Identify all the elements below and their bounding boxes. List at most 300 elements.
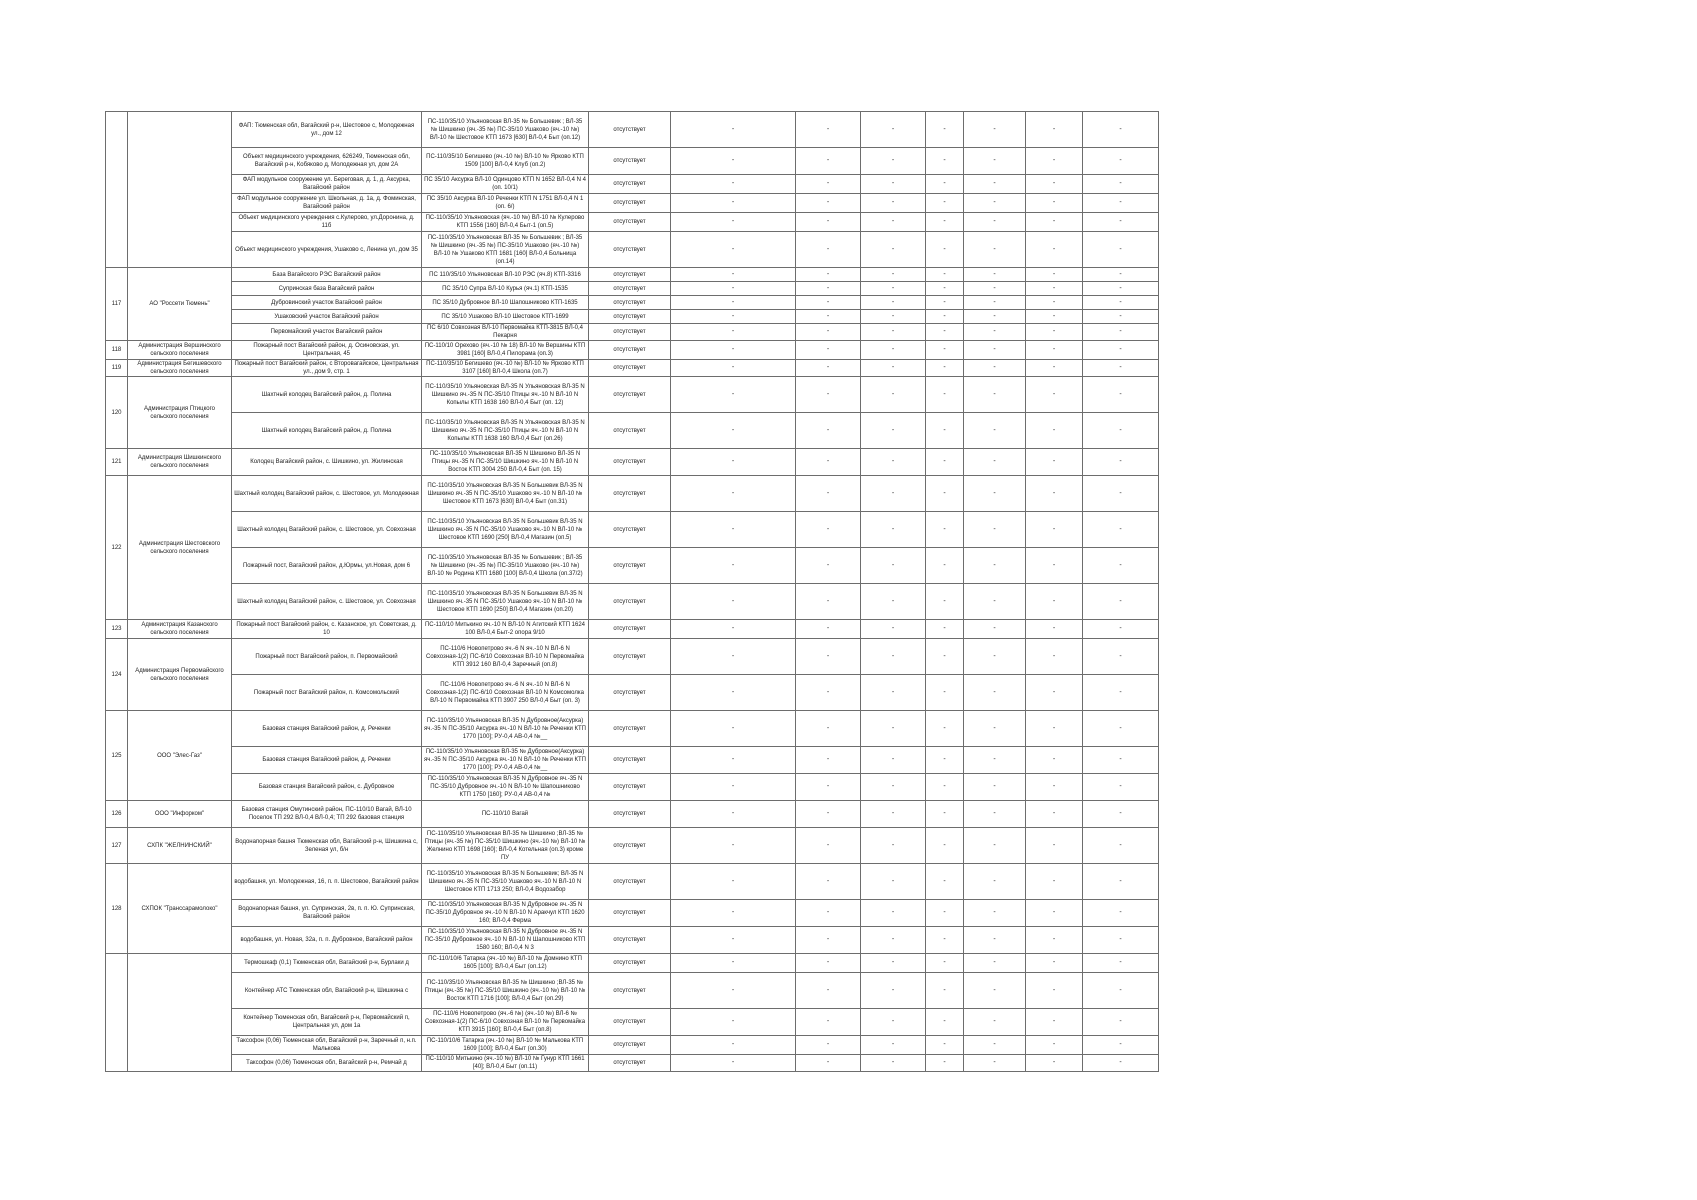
row-number: 128 (106, 864, 128, 954)
status-cell: отсутствует (589, 900, 671, 927)
row-number: 125 (106, 711, 128, 801)
empty-value-cell: - (1083, 413, 1159, 449)
power-source: ПС-110/35/10 Ульяновская ВЛ-35 N Большевик ВЛ-35 N Шишкино яч.-35 N ПС-35/10 Ушаково яч.-10 N ВЛ-10 № Шестовое КТП 1690 [250] ВЛ-0,4 Магазин (оп.20) (422, 584, 589, 620)
empty-value-cell: - (926, 377, 964, 413)
empty-value-cell: - (671, 747, 796, 774)
empty-value-cell: - (796, 360, 861, 377)
status-cell: отсутствует (589, 584, 671, 620)
empty-value-cell: - (926, 711, 964, 747)
empty-value-cell: - (964, 1036, 1026, 1055)
empty-value-cell: - (671, 377, 796, 413)
status-cell: отсутствует (589, 927, 671, 954)
empty-value-cell: - (926, 296, 964, 310)
empty-value-cell: - (964, 413, 1026, 449)
empty-value-cell: - (671, 801, 796, 828)
object-description: Контейнер Тюменская обл, Вагайский р-н, Первомайский п, Центральная ул, дом 1а (232, 1009, 422, 1036)
status-cell: отсутствует (589, 324, 671, 341)
empty-value-cell: - (1083, 360, 1159, 377)
power-source: ПС-110/35/10 Ульяновская ВЛ-35 N Дубровное(Аксурка) яч.-35 N ПС-35/10 Аксурка яч.-10 N ВЛ-10 № Реченки КТП 1770 [100]; РУ-0,4 АВ-0,4 №__ (422, 711, 589, 747)
organization-name: Администрация Вершинского сельского поселения (128, 341, 232, 360)
object-description: Пожарный пост Вагайский район, с Второвагайское, Центральная ул., дом 9, стр. 1 (232, 360, 422, 377)
empty-value-cell: - (1026, 828, 1083, 864)
table-row (106, 413, 1159, 449)
empty-value-cell: - (796, 675, 861, 711)
power-source: ПС-110/35/10 Ульяновская (яч.-10 №) ВЛ-10 № Кулерово КТП 1556 [160] ВЛ-0,4 Быт-1 (оп.5) (422, 213, 589, 232)
status-cell: отсутствует (589, 828, 671, 864)
empty-value-cell: - (926, 584, 964, 620)
table-row (106, 324, 1159, 341)
object-description: Дубровинский участок Вагайский район (232, 296, 422, 310)
empty-value-cell: - (1083, 148, 1159, 175)
status-cell: отсутствует (589, 1036, 671, 1055)
empty-value-cell: - (1083, 268, 1159, 282)
empty-value-cell: - (964, 175, 1026, 194)
empty-value-cell: - (1026, 1055, 1083, 1072)
object-description: Пожарный пост Вагайский район, п. Комсомольский (232, 675, 422, 711)
empty-value-cell: - (1083, 1036, 1159, 1055)
power-source: ПС-110/35/10 Ульяновская ВЛ-35 № Дубровное(Аксурка) яч.-35 N ПС-35/10 Аксурка яч.-10 N ВЛ-10 № Реченки КТП 1770 [100]; РУ-0,4 АВ-0,4 №__ (422, 747, 589, 774)
empty-value-cell: - (671, 413, 796, 449)
empty-value-cell: - (861, 828, 926, 864)
organization-name: АО "Россети Тюмень" (128, 268, 232, 341)
table-row (106, 548, 1159, 584)
empty-value-cell: - (1083, 900, 1159, 927)
status-cell: отсутствует (589, 268, 671, 282)
empty-value-cell: - (1083, 620, 1159, 639)
power-source: ПС 35/10 Ушаково ВЛ-10 Шестовое КТП-1699 (422, 310, 589, 324)
empty-value-cell: - (926, 954, 964, 973)
object-description: Пожарный пост Вагайский район, д. Осиновская, ул. Центральная, 45 (232, 341, 422, 360)
table-row (106, 747, 1159, 774)
power-source: ПС-110/35/10 Ульяновская ВЛ-35 N Большевик ВЛ-35 N Шишкино яч.-35 N ПС-35/10 Ушаково яч.-10 N ВЛ-10 № Шестовое КТП 1690 [250] ВЛ-0,4 Магазин (оп.5) (422, 512, 589, 548)
empty-value-cell: - (671, 282, 796, 296)
organization-name: Администрация Шишкинского сельского поселения (128, 449, 232, 476)
table-row (106, 232, 1159, 268)
empty-value-cell: - (1083, 175, 1159, 194)
empty-value-cell: - (926, 268, 964, 282)
empty-value-cell: - (796, 620, 861, 639)
empty-value-cell: - (671, 512, 796, 548)
empty-value-cell: - (796, 973, 861, 1009)
empty-value-cell: - (1026, 296, 1083, 310)
object-description: Объект медицинского учреждения, Ушаково с, Ленина ул, дом 35 (232, 232, 422, 268)
object-description: ФАП модульное сооружение ул. Школьная, д. 1а, д. Фоминская, Вагайский район (232, 194, 422, 213)
organization-name (128, 954, 232, 1072)
object-description: Водонапорная башня, ул. Супринская, 2в, п. п. Ю. Супринская, Вагайский район (232, 900, 422, 927)
empty-value-cell: - (1026, 801, 1083, 828)
empty-value-cell: - (1026, 548, 1083, 584)
empty-value-cell: - (1026, 1036, 1083, 1055)
row-number (106, 112, 128, 268)
empty-value-cell: - (796, 747, 861, 774)
empty-value-cell: - (1083, 377, 1159, 413)
empty-value-cell: - (1083, 675, 1159, 711)
object-description: Контейнер АТС Тюменская обл, Вагайский р-н, Шишкина с (232, 973, 422, 1009)
empty-value-cell: - (671, 296, 796, 310)
row-number: 120 (106, 377, 128, 449)
empty-value-cell: - (796, 864, 861, 900)
empty-value-cell: - (964, 954, 1026, 973)
empty-value-cell: - (1083, 954, 1159, 973)
row-number: 117 (106, 268, 128, 341)
object-description: Базовая станция Омутинский район, ПС-110/10 Вагай, ВЛ-10 Поселок ТП 292 ВЛ-0,4 ВЛ-0,4; ТП 292 базовая станция (232, 801, 422, 828)
empty-value-cell: - (671, 175, 796, 194)
empty-value-cell: - (964, 449, 1026, 476)
table-row (106, 927, 1159, 954)
empty-value-cell: - (796, 774, 861, 801)
empty-value-cell: - (796, 324, 861, 341)
empty-value-cell: - (926, 1055, 964, 1072)
empty-value-cell: - (796, 232, 861, 268)
row-number: 123 (106, 620, 128, 639)
power-source: ПС-110/6 Новопетрово яч.-6 N яч.-10 N ВЛ-6 N Совхозная-1(2) ПС-6/10 Совхозная ВЛ-10 N Первомайка КТП 3912 160 ВЛ-0,4 Заречный (оп.8) (422, 639, 589, 675)
object-description: водобашня, ул. Новая, 32а, п. п. Дубровное, Вагайский район (232, 927, 422, 954)
empty-value-cell: - (1083, 512, 1159, 548)
row-number: 124 (106, 639, 128, 711)
status-cell: отсутствует (589, 675, 671, 711)
empty-value-cell: - (964, 973, 1026, 1009)
empty-value-cell: - (861, 927, 926, 954)
table-row (106, 675, 1159, 711)
status-cell: отсутствует (589, 747, 671, 774)
empty-value-cell: - (926, 548, 964, 584)
empty-value-cell: - (1026, 377, 1083, 413)
empty-value-cell: - (671, 268, 796, 282)
power-source: ПС-110/35/10 Ульяновская ВЛ-35 № Шишкино ;ВЛ-35 № Птицы (яч.-35 №) ПС-35/10 Шишкино (яч.-10 №) ВЛ-10 № Восток КТП 1716 [100]; ВЛ-0,4 Быт (оп.29) (422, 973, 589, 1009)
empty-value-cell: - (1083, 310, 1159, 324)
empty-value-cell: - (1083, 548, 1159, 584)
empty-value-cell: - (671, 864, 796, 900)
empty-value-cell: - (964, 324, 1026, 341)
empty-value-cell: - (671, 774, 796, 801)
empty-value-cell: - (926, 476, 964, 512)
empty-value-cell: - (964, 232, 1026, 268)
empty-value-cell: - (796, 148, 861, 175)
empty-value-cell: - (861, 324, 926, 341)
status-cell: отсутствует (589, 512, 671, 548)
object-description: Термошкаф (0,1) Тюменская обл, Вагайский р-н, Бурлаки д (232, 954, 422, 973)
object-description: Первомайский участок Вагайский район (232, 324, 422, 341)
empty-value-cell: - (926, 828, 964, 864)
empty-value-cell: - (796, 1009, 861, 1036)
organization-name: Администрация Казанского сельского поселения (128, 620, 232, 639)
empty-value-cell: - (926, 310, 964, 324)
table-row (106, 864, 1159, 900)
empty-value-cell: - (1083, 341, 1159, 360)
empty-value-cell: - (861, 268, 926, 282)
status-cell: отсутствует (589, 711, 671, 747)
status-cell: отсутствует (589, 148, 671, 175)
empty-value-cell: - (1083, 711, 1159, 747)
power-source: ПС 35/10 Дубровное ВЛ-10 Шапошниково КТП-1635 (422, 296, 589, 310)
empty-value-cell: - (1083, 449, 1159, 476)
power-source: ПС-110/6 Новопетрово яч.-6 N яч.-10 N ВЛ-6 N Совхозная-1(2) ПС-6/10 Совхозная ВЛ-10 N Комсомолка ВЛ-10 N Первомайка КТП 3907 250 ВЛ-0,4 Быт (оп. 3) (422, 675, 589, 711)
empty-value-cell: - (926, 112, 964, 148)
status-cell: отсутствует (589, 954, 671, 973)
empty-value-cell: - (1026, 449, 1083, 476)
empty-value-cell: - (861, 232, 926, 268)
empty-value-cell: - (1026, 639, 1083, 675)
empty-value-cell: - (926, 449, 964, 476)
table-row (106, 584, 1159, 620)
empty-value-cell: - (1026, 476, 1083, 512)
object-description: Пожарный пост Вагайский район, п. Первомайский (232, 639, 422, 675)
empty-value-cell: - (671, 711, 796, 747)
empty-value-cell: - (796, 1055, 861, 1072)
empty-value-cell: - (796, 900, 861, 927)
empty-value-cell: - (861, 548, 926, 584)
status-cell: отсутствует (589, 548, 671, 584)
empty-value-cell: - (1083, 973, 1159, 1009)
object-description: Шахтный колодец Вагайский район, с. Шестовое, ул. Совхозная (232, 584, 422, 620)
object-description: Базовая станция Вагайский район, д. Реченки (232, 711, 422, 747)
power-source: ПС-110/10 Митькино (яч.-10 №) ВЛ-10 № Гунур КТП 1661 [40]; ВЛ-0,4 Быт (оп.11) (422, 1055, 589, 1072)
empty-value-cell: - (861, 711, 926, 747)
empty-value-cell: - (796, 112, 861, 148)
empty-value-cell: - (671, 449, 796, 476)
empty-value-cell: - (861, 112, 926, 148)
table-row (106, 828, 1159, 864)
empty-value-cell: - (964, 310, 1026, 324)
empty-value-cell: - (1026, 675, 1083, 711)
empty-value-cell: - (964, 341, 1026, 360)
table-row (106, 341, 1159, 360)
table-row (106, 213, 1159, 232)
empty-value-cell: - (1026, 268, 1083, 282)
table-row (106, 310, 1159, 324)
power-source: ПС-110/35/10 Ульяновская ВЛ-35 № Шишкино ;ВЛ-35 № Птицы (яч.-35 №) ПС-35/10 Шишкино (яч.-10 №) ВЛ-10 № Желнино КТП 1698 [160]; ВЛ-0,4 Котельная (оп.3) кроме ПУ (422, 828, 589, 864)
empty-value-cell: - (1083, 801, 1159, 828)
table-row (106, 148, 1159, 175)
empty-value-cell: - (671, 476, 796, 512)
status-cell: отсутствует (589, 801, 671, 828)
status-cell: отсутствует (589, 973, 671, 1009)
empty-value-cell: - (861, 175, 926, 194)
status-cell: отсутствует (589, 360, 671, 377)
empty-value-cell: - (1026, 341, 1083, 360)
empty-value-cell: - (796, 512, 861, 548)
power-source: ПС-110/10 Орехово (яч.-10 № 18) ВЛ-10 № Вершины КТП 3981 [160] ВЛ-0,4 Пилорама (оп.3) (422, 341, 589, 360)
empty-value-cell: - (964, 675, 1026, 711)
empty-value-cell: - (1026, 194, 1083, 213)
empty-value-cell: - (1083, 639, 1159, 675)
power-source: ПС-110/35/10 Ульяновская ВЛ-35 N Ульяновская ВЛ-35 N Шишкино яч.-35 N ПС-35/10 Птицы яч.-10 N ВЛ-10 N Копылы КТП 1638 160 ВЛ-0,4 Быт (оп.26) (422, 413, 589, 449)
power-source: ПС 35/10 Супра ВЛ-10 Курья (яч.1) КТП-1535 (422, 282, 589, 296)
empty-value-cell: - (1083, 864, 1159, 900)
table-row (106, 1055, 1159, 1072)
empty-value-cell: - (796, 268, 861, 282)
empty-value-cell: - (964, 584, 1026, 620)
empty-value-cell: - (671, 639, 796, 675)
empty-value-cell: - (796, 194, 861, 213)
empty-value-cell: - (1026, 584, 1083, 620)
empty-value-cell: - (861, 341, 926, 360)
status-cell: отсутствует (589, 232, 671, 268)
empty-value-cell: - (861, 476, 926, 512)
table-body (106, 112, 1159, 1072)
empty-value-cell: - (671, 620, 796, 639)
empty-value-cell: - (796, 1036, 861, 1055)
status-cell: отсутствует (589, 310, 671, 324)
empty-value-cell: - (1026, 148, 1083, 175)
table-row (106, 377, 1159, 413)
table-row (106, 476, 1159, 512)
power-source: ПС 35/10 Аксурка ВЛ-10 Реченки КТП N 1751 ВЛ-0,4 N 1 (оп. 6/) (422, 194, 589, 213)
organization-name: Администрация Первомайского сельского поселения (128, 639, 232, 711)
empty-value-cell: - (671, 548, 796, 584)
empty-value-cell: - (926, 324, 964, 341)
empty-value-cell: - (671, 1036, 796, 1055)
empty-value-cell: - (926, 864, 964, 900)
empty-value-cell: - (861, 973, 926, 1009)
table-row (106, 711, 1159, 747)
empty-value-cell: - (796, 296, 861, 310)
power-source: ПС-110/35/10 Ульяновская ВЛ-35 N Большевик; ВЛ-35 N Шишкино яч.-35 N ПС-35/10 Ушаково яч.-10 N ВЛ-10 N Шестовое КТП 1713 250; ВЛ-0,4 Водозабор (422, 864, 589, 900)
empty-value-cell: - (671, 213, 796, 232)
status-cell: отсутствует (589, 175, 671, 194)
object-description: Шахтный колодец Вагайский район, с. Шестовое, ул. Совхозная (232, 512, 422, 548)
table-row (106, 954, 1159, 973)
empty-value-cell: - (964, 927, 1026, 954)
status-cell: отсутствует (589, 774, 671, 801)
empty-value-cell: - (926, 801, 964, 828)
empty-value-cell: - (1026, 512, 1083, 548)
power-source: ПС-110/35/10 Ульяновская ВЛ-35 N Ульяновская ВЛ-35 N Шишкино яч.-35 N ПС-35/10 Птицы яч.-10 N ВЛ-10 N Копылы КТП 1638 160 ВЛ-0,4 Быт (оп. 12) (422, 377, 589, 413)
object-description: Объект медицинского учреждения, 626249, Тюменская обл, Вагайский р-н, Кобяково д, Молодежная ул, дом 2А (232, 148, 422, 175)
empty-value-cell: - (926, 341, 964, 360)
empty-value-cell: - (1083, 476, 1159, 512)
table-row (106, 639, 1159, 675)
empty-value-cell: - (1026, 747, 1083, 774)
empty-value-cell: - (964, 282, 1026, 296)
empty-value-cell: - (1083, 324, 1159, 341)
empty-value-cell: - (796, 476, 861, 512)
object-description: ФАП модульное сооружение ул. Береговая, д. 1, д. Аксурка, Вагайский район (232, 175, 422, 194)
object-description: Шахтный колодец Вагайский район, с. Шестовое, ул. Молодежная (232, 476, 422, 512)
empty-value-cell: - (964, 194, 1026, 213)
row-number: 126 (106, 801, 128, 828)
empty-value-cell: - (671, 1009, 796, 1036)
status-cell: отсутствует (589, 194, 671, 213)
empty-value-cell: - (796, 310, 861, 324)
row-number: 121 (106, 449, 128, 476)
empty-value-cell: - (926, 148, 964, 175)
empty-value-cell: - (1026, 213, 1083, 232)
power-source: ПС-110/35/10 Ульяновская ВЛ-35 № Большевик ; ВЛ-35 № Шишкино (яч.-35 №) ПС-35/10 Ушаково (яч.-10 №) ВЛ-10 № Родина КТП 1680 [100] ВЛ-0,4 Школа (оп.37/2) (422, 548, 589, 584)
empty-value-cell: - (964, 296, 1026, 310)
organization-name: ООО "Элес-Газ" (128, 711, 232, 801)
row-number: 122 (106, 476, 128, 620)
empty-value-cell: - (796, 954, 861, 973)
empty-value-cell: - (964, 112, 1026, 148)
table-row (106, 1036, 1159, 1055)
organization-name: СХПК "ЖЕЛНИНСКИЙ" (128, 828, 232, 864)
empty-value-cell: - (926, 620, 964, 639)
empty-value-cell: - (861, 954, 926, 973)
empty-value-cell: - (926, 675, 964, 711)
empty-value-cell: - (796, 828, 861, 864)
empty-value-cell: - (796, 413, 861, 449)
empty-value-cell: - (964, 828, 1026, 864)
table-row (106, 620, 1159, 639)
object-description: Супринская база Вагайский район (232, 282, 422, 296)
empty-value-cell: - (796, 639, 861, 675)
empty-value-cell: - (671, 973, 796, 1009)
power-source: ПС-110/35/10 Бегишево (яч.-10 №) ВЛ-10 № Ярково КТП 3107 [160] ВЛ-0,4 Школа (оп.7) (422, 360, 589, 377)
object-description: Пожарный пост, Вагайский район, д.Юрмы, ул.Новая, дом 6 (232, 548, 422, 584)
status-cell: отсутствует (589, 341, 671, 360)
power-source: ПС-110/35/10 Ульяновская ВЛ-35 N Дубровное яч.-35 N ПС-35/10 Дубровное яч.-10 N ВЛ-10 N Шапошниково КТП 1580 160; ВЛ-0,4 N 3 (422, 927, 589, 954)
empty-value-cell: - (964, 268, 1026, 282)
empty-value-cell: - (964, 148, 1026, 175)
status-cell: отсутствует (589, 449, 671, 476)
empty-value-cell: - (926, 774, 964, 801)
organization-name: Администрация Бегишевского сельского поселения (128, 360, 232, 377)
empty-value-cell: - (964, 377, 1026, 413)
empty-value-cell: - (861, 774, 926, 801)
status-cell: отсутствует (589, 864, 671, 900)
organization-name (128, 112, 232, 268)
status-cell: отсутствует (589, 620, 671, 639)
empty-value-cell: - (964, 864, 1026, 900)
empty-value-cell: - (1083, 1009, 1159, 1036)
empty-value-cell: - (964, 747, 1026, 774)
empty-value-cell: - (671, 927, 796, 954)
empty-value-cell: - (671, 954, 796, 973)
object-description: ФАП: Тюменская обл, Вагайский р-н, Шестовое с, Молодежная ул., дом 12 (232, 112, 422, 148)
empty-value-cell: - (964, 801, 1026, 828)
empty-value-cell: - (926, 232, 964, 268)
empty-value-cell: - (796, 711, 861, 747)
empty-value-cell: - (964, 548, 1026, 584)
table-row (106, 801, 1159, 828)
table-wrapper (105, 111, 1158, 1072)
object-description: Ушаковский участок Вагайский район (232, 310, 422, 324)
table-row (106, 194, 1159, 213)
empty-value-cell: - (861, 1036, 926, 1055)
table-row (106, 112, 1159, 148)
status-cell: отсутствует (589, 1055, 671, 1072)
row-number: 127 (106, 828, 128, 864)
table-row (106, 296, 1159, 310)
empty-value-cell: - (861, 900, 926, 927)
empty-value-cell: - (964, 900, 1026, 927)
empty-value-cell: - (796, 341, 861, 360)
empty-value-cell: - (861, 639, 926, 675)
power-source: ПС-110/10 Митькино яч.-10 N ВЛ-10 N Агитский КТП 1624 100 ВЛ-0,4 Быт-2 опора 9/10 (422, 620, 589, 639)
empty-value-cell: - (1026, 900, 1083, 927)
empty-value-cell: - (1083, 774, 1159, 801)
table-row (106, 512, 1159, 548)
connection-table (105, 111, 1159, 1072)
empty-value-cell: - (1026, 324, 1083, 341)
power-source: ПС 6/10 Совхозная ВЛ-10 Первомайка КТП-3815 ВЛ-0,4 Пекарня (422, 324, 589, 341)
empty-value-cell: - (926, 360, 964, 377)
empty-value-cell: - (926, 1036, 964, 1055)
empty-value-cell: - (671, 148, 796, 175)
status-cell: отсутствует (589, 413, 671, 449)
empty-value-cell: - (1083, 112, 1159, 148)
empty-value-cell: - (861, 512, 926, 548)
empty-value-cell: - (964, 639, 1026, 675)
empty-value-cell: - (1083, 747, 1159, 774)
object-description: Шахтный колодец Вагайский район, д. Полина (232, 413, 422, 449)
empty-value-cell: - (861, 449, 926, 476)
object-description: Пожарный пост Вагайский район, с. Казанское, ул. Советская, д. 10 (232, 620, 422, 639)
object-description: Объект медицинского учреждения с.Кулерово, ул.Доронина, д. 11б (232, 213, 422, 232)
empty-value-cell: - (671, 112, 796, 148)
empty-value-cell: - (964, 774, 1026, 801)
